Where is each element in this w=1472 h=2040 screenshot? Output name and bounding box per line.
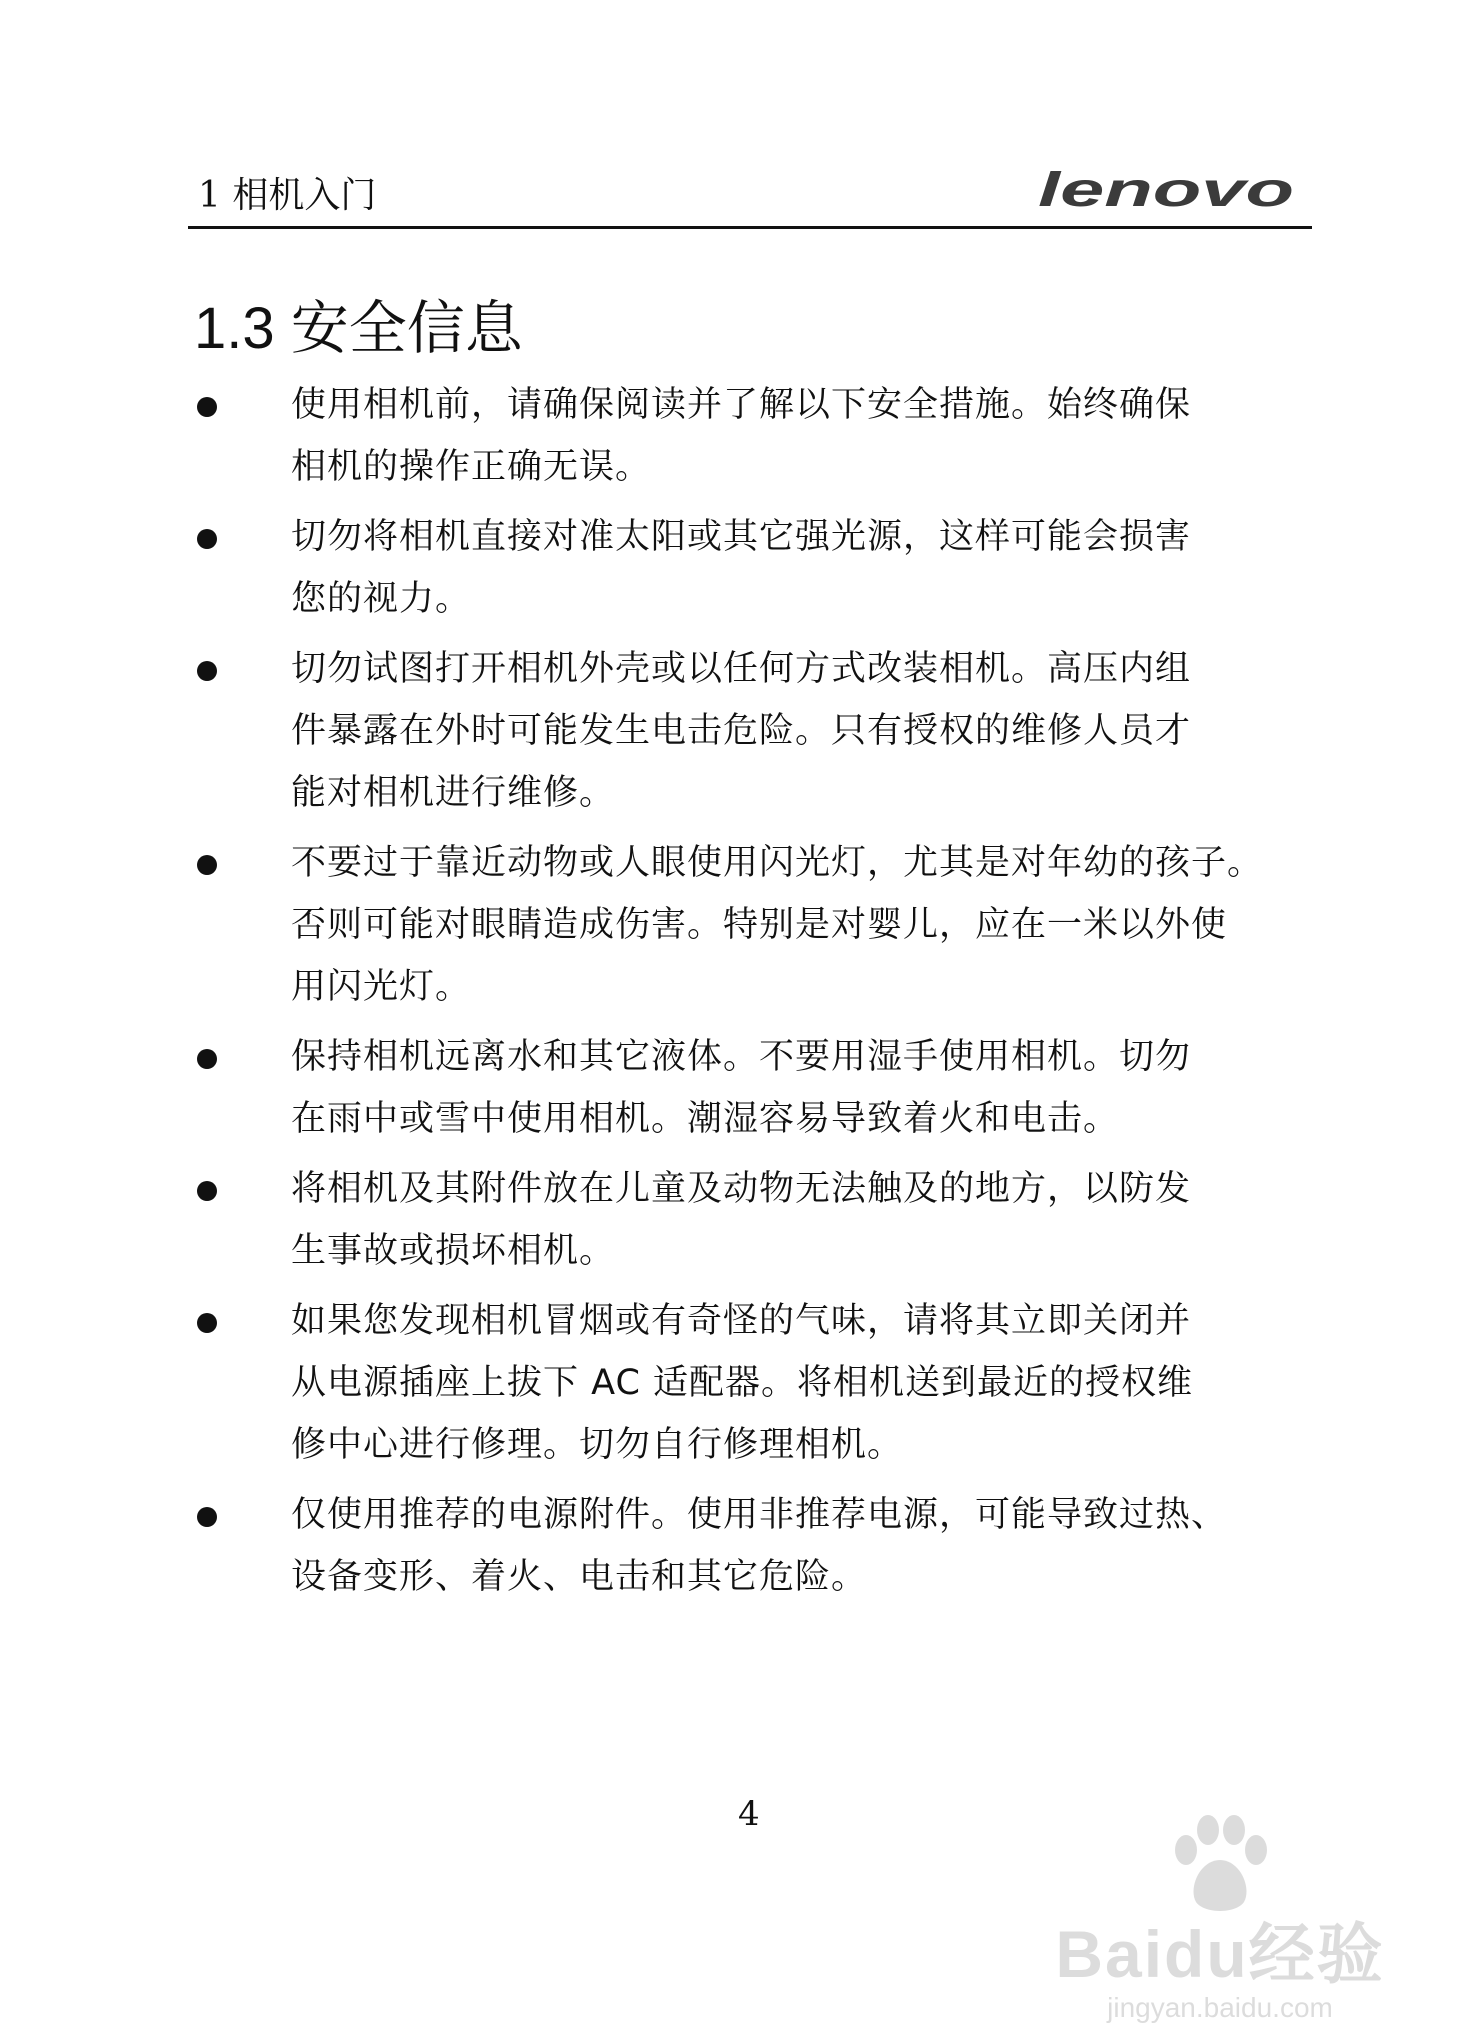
- bullet-icon: [197, 1507, 217, 1527]
- safety-list: [188, 374, 1338, 1616]
- bullet-icon: [197, 1181, 217, 1201]
- bullet-icon: [197, 529, 217, 549]
- paw-icon: [1160, 1810, 1280, 1920]
- list-item-text: 不要过于靠近动物或人眼使用闪光灯，尤其是对年幼的孩子。: [291, 843, 1264, 883]
- list-item: [188, 638, 1338, 824]
- watermark-brand: Baidu经验: [1055, 1917, 1385, 1991]
- list-item: [188, 1484, 1338, 1608]
- chapter-title: 1 相机入门: [198, 175, 377, 216]
- list-item-text: 能对相机进行维修。: [291, 773, 616, 813]
- list-item-text: 将相机及其附件放在儿童及动物无法触及的地方，以防发: [291, 1169, 1192, 1209]
- bullet-icon: [197, 661, 217, 681]
- svg-text:lenovo: lenovo: [1038, 166, 1294, 212]
- list-item-text: 用闪光灯。: [291, 967, 472, 1007]
- bullet-icon: [197, 1313, 217, 1333]
- page-number: 4: [738, 1794, 760, 1834]
- list-item-text: 设备变形、着火、电击和其它危险。: [291, 1557, 868, 1597]
- list-item: [188, 506, 1338, 630]
- list-item-text: 如果您发现相机冒烟或有奇怪的气味，请将其立即关闭并: [291, 1301, 1192, 1341]
- list-item-text: 相机的操作正确无误。: [291, 447, 652, 487]
- list-item-text: 从电源插座上拔下 AC 适配器。将相机送到最近的授权维: [291, 1363, 1194, 1403]
- list-item-text: 生事故或损坏相机。: [291, 1231, 616, 1271]
- list-item-text: 在雨中或雪中使用相机。潮湿容易导致着火和电击。: [291, 1099, 1120, 1139]
- list-item: [188, 1026, 1338, 1150]
- bullet-icon: [197, 855, 217, 875]
- list-item: [188, 1158, 1338, 1282]
- list-item-text: 切勿将相机直接对准太阳或其它强光源，这样可能会损害: [291, 517, 1192, 557]
- list-item: [188, 374, 1338, 498]
- list-item-text: 仅使用推荐的电源附件。使用非推荐电源，可能导致过热、: [291, 1495, 1228, 1535]
- list-item-text: 您的视力。: [291, 579, 472, 619]
- bullet-icon: [197, 397, 217, 417]
- page-header: [188, 164, 1312, 229]
- baidu-watermark: [1030, 1800, 1410, 2030]
- bullet-icon: [197, 1049, 217, 1069]
- section-title: 1.3 安全信息: [194, 296, 523, 361]
- list-item-text: 修中心进行修理。切勿自行修理相机。: [291, 1425, 904, 1465]
- list-item-text: 使用相机前，请确保阅读并了解以下安全措施。始终确保: [291, 385, 1192, 425]
- lenovo-logo: [1038, 166, 1300, 212]
- list-item-text: 否则可能对眼睛造成伤害。特别是对婴儿，应在一米以外使: [291, 905, 1228, 945]
- list-item-text: 切勿试图打开相机外壳或以任何方式改装相机。高压内组: [291, 649, 1192, 689]
- list-item-text: 保持相机远离水和其它液体。不要用湿手使用相机。切勿: [291, 1037, 1192, 1077]
- list-item: [188, 832, 1338, 1018]
- watermark-url: jingyan.baidu.com: [1107, 1992, 1333, 2023]
- list-item: [188, 1290, 1338, 1476]
- list-item-text: 件暴露在外时可能发生电击危险。只有授权的维修人员才: [291, 711, 1192, 751]
